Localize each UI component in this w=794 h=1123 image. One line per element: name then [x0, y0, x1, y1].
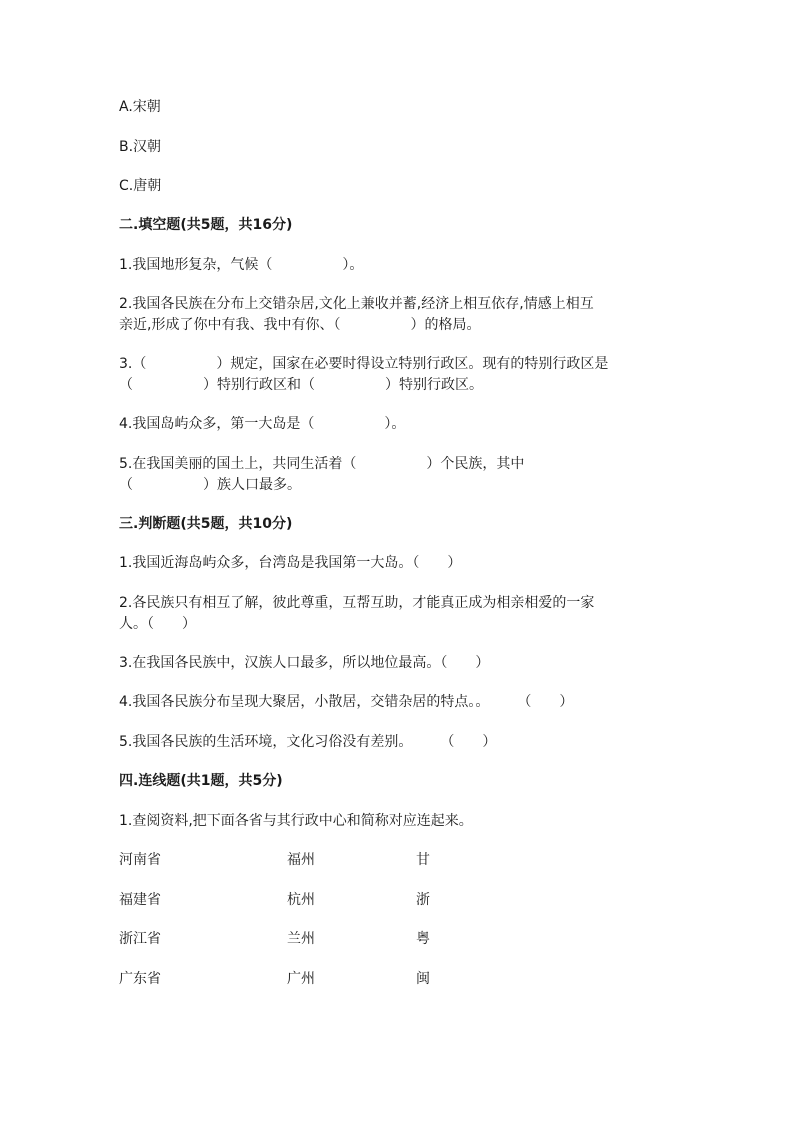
abbreviation: 粤: [416, 931, 430, 947]
matching-row: [119, 969, 559, 989]
question-text: 1.查阅资料,把下面各省与其行政中心和简称对应连起来。: [119, 813, 473, 829]
matching-row: [119, 850, 559, 870]
section-heading-fill-blank: 二.填空题(共5题，共16分): [119, 217, 293, 233]
capital-name: 广州: [287, 971, 315, 987]
section-heading-matching: 四.连线题(共1题，共5分): [119, 773, 283, 789]
question-text: 5.我国各民族的生活环境，文化习俗没有差别。 （ ）: [119, 734, 497, 750]
question-text: 2.我国各民族在分布上交错杂居,文化上兼收并蓄,经济上相互依存,情感上相互: [119, 296, 594, 312]
capital-name: 兰州: [287, 931, 315, 947]
question-text: 亲近,形成了你中有我、我中有你、（ ）的格局。: [119, 317, 481, 333]
option-c: C.唐朝: [119, 178, 162, 194]
province-name: 福建省: [119, 892, 161, 908]
question-text: 1.我国近海岛屿众多，台湾岛是我国第一大岛。（ ）: [119, 555, 462, 571]
question-text: 人。（ ）: [119, 616, 196, 632]
option-a: A.宋朝: [119, 99, 161, 115]
province-name: 浙江省: [119, 931, 161, 947]
option-b: B.汉朝: [119, 139, 162, 155]
section-heading-true-false: 三.判断题(共5题，共10分): [119, 516, 293, 532]
capital-name: 杭州: [287, 892, 315, 908]
province-name: 广东省: [119, 971, 161, 987]
question-text: 3.（ ）规定，国家在必要时得设立特别行政区。现有的特别行政区是: [119, 356, 609, 372]
question-text: 4.我国各民族分布呈现大聚居，小散居，交错杂居的特点。。 （ ）: [119, 694, 574, 710]
abbreviation: 甘: [416, 852, 430, 868]
capital-name: 福州: [287, 852, 315, 868]
question-text: 3.在我国各民族中，汉族人口最多，所以地位最高。（ ）: [119, 655, 490, 671]
question-text: 1.我国地形复杂，气候（ ）。: [119, 257, 364, 273]
question-text: （ ）特别行政区和（ ）特别行政区。: [119, 377, 483, 393]
question-text: 5.在我国美丽的国土上，共同生活着（ ）个民族，其中: [119, 456, 525, 472]
abbreviation: 浙: [416, 892, 430, 908]
question-text: 2.各民族只有相互了解，彼此尊重，互帮互助，才能真正成为相亲相爱的一家: [119, 595, 595, 611]
question-text: 4.我国岛屿众多，第一大岛是（ ）。: [119, 416, 406, 432]
province-name: 河南省: [119, 852, 161, 868]
question-text: （ ）族人口最多。: [119, 477, 301, 493]
matching-row: [119, 929, 559, 949]
abbreviation: 闽: [416, 971, 430, 987]
matching-row: [119, 890, 559, 910]
